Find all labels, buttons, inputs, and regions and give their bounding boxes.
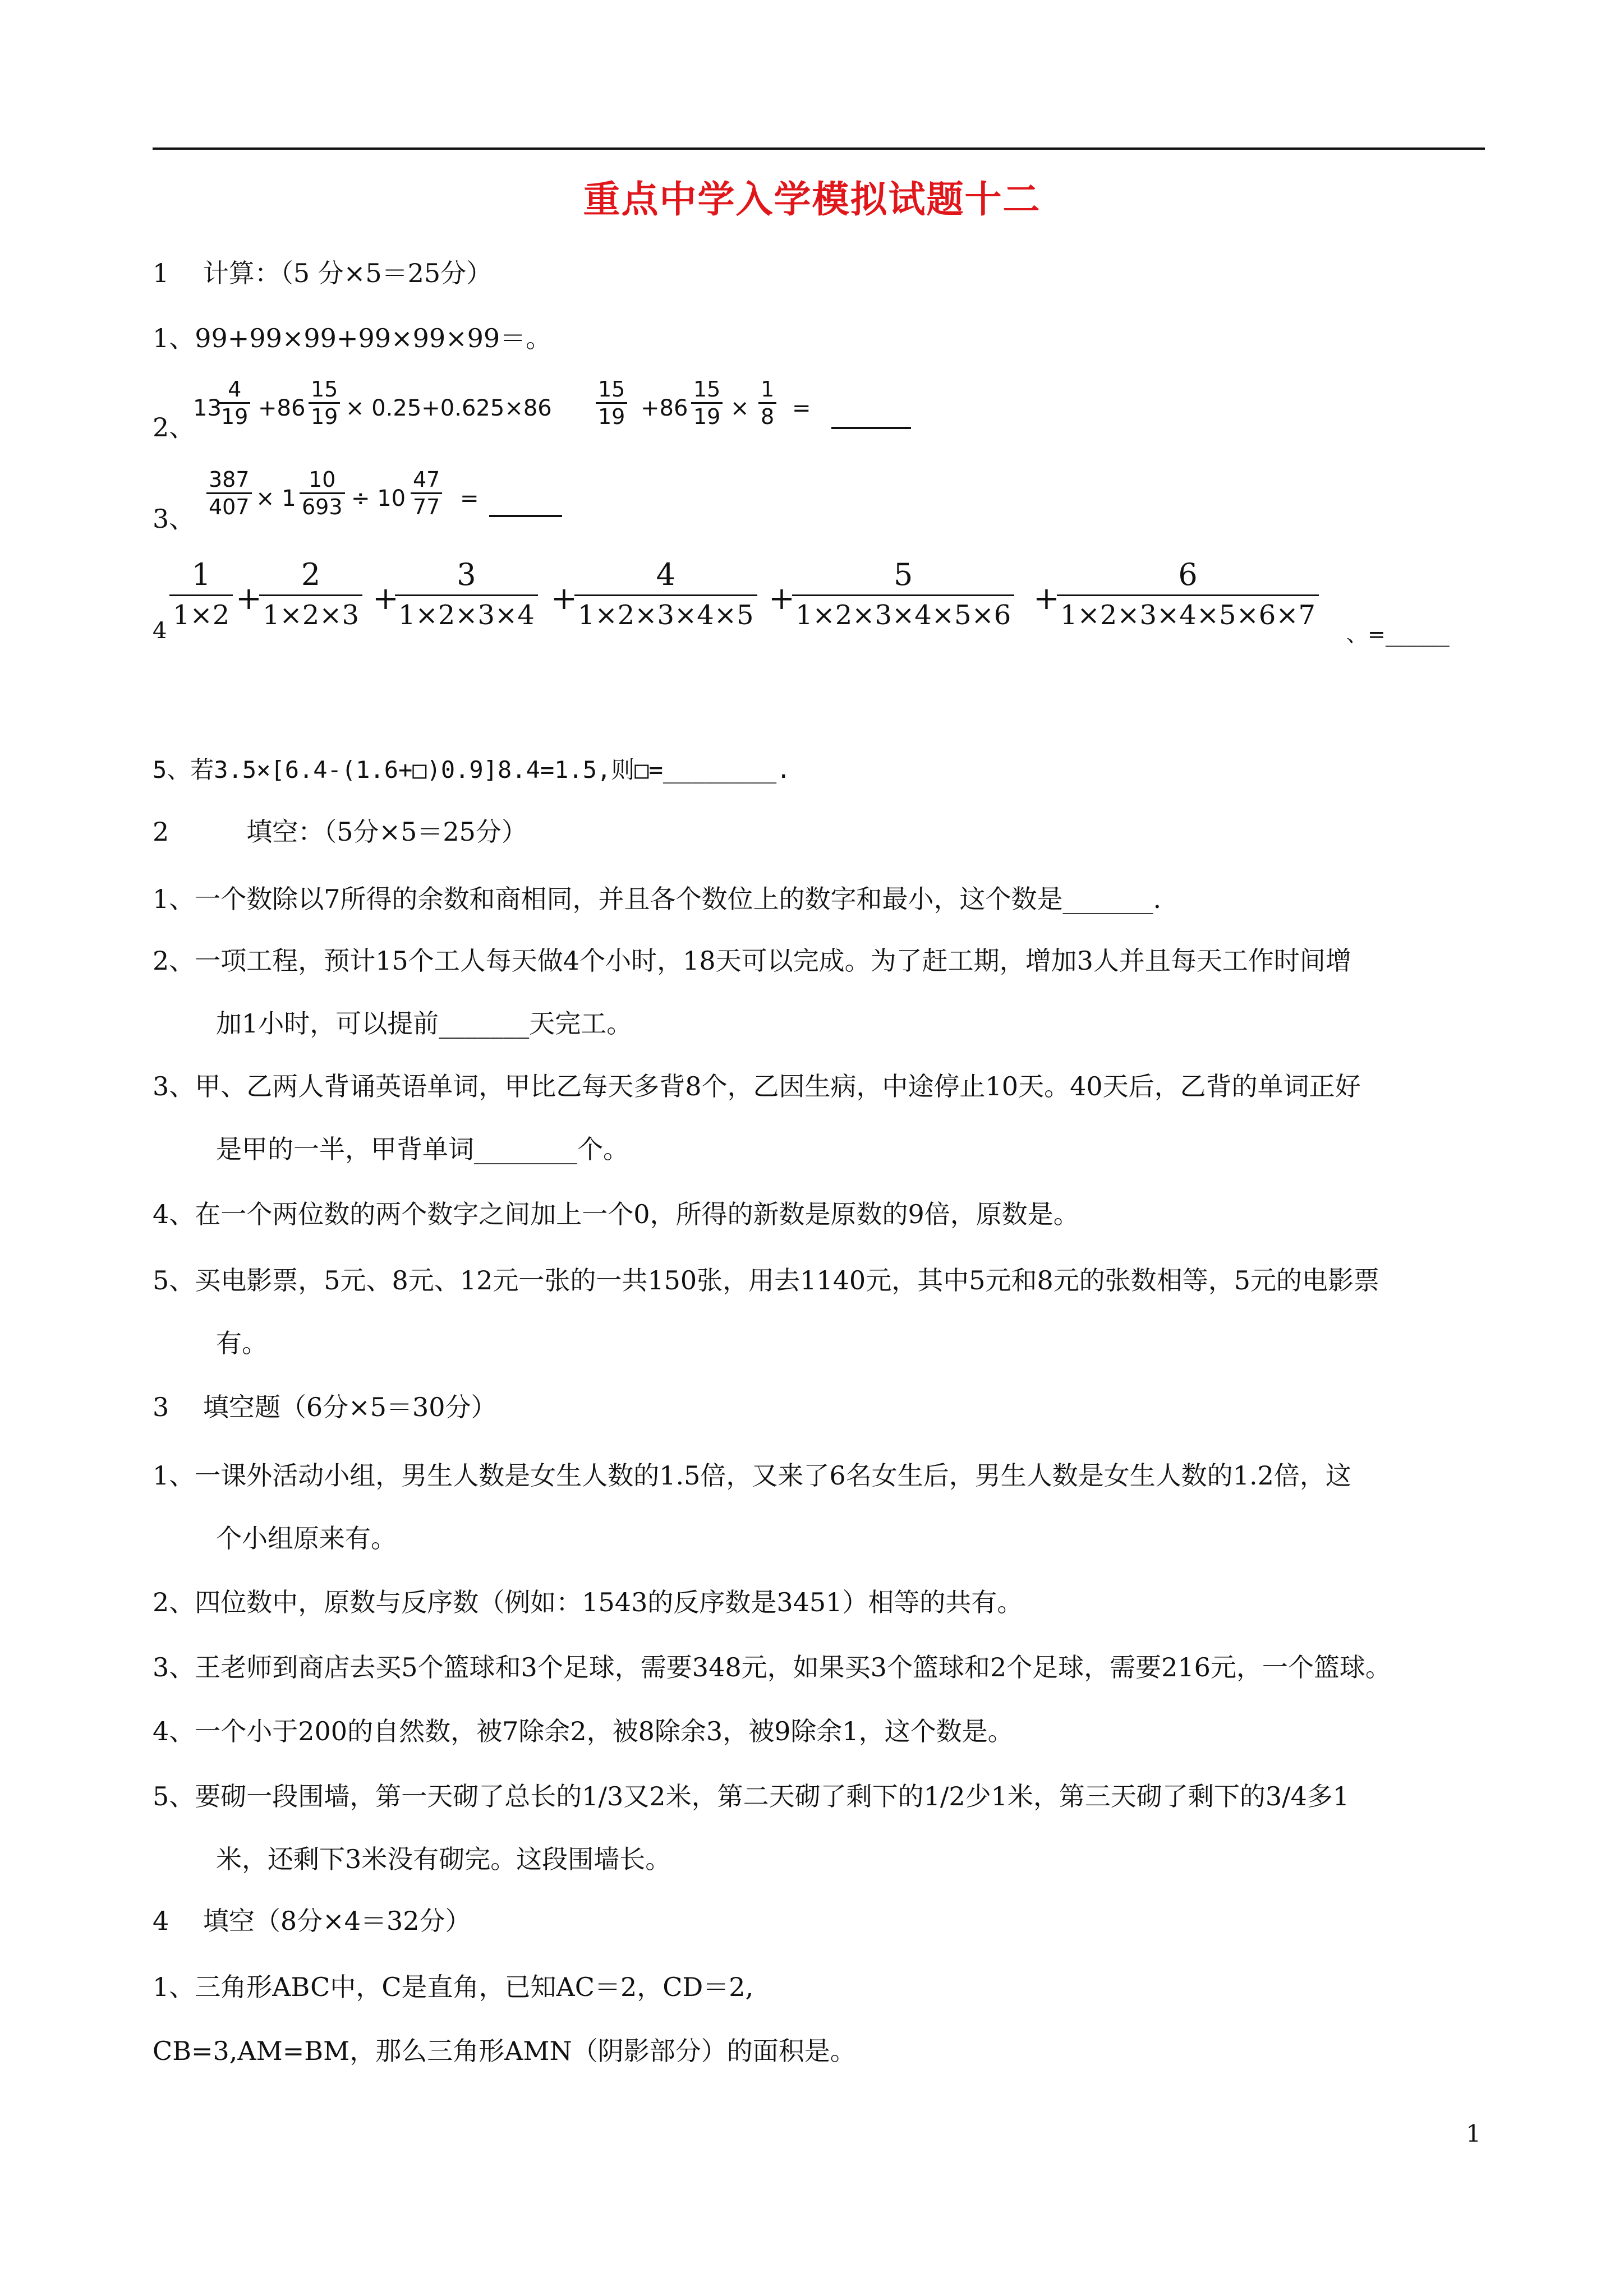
s2-question-5-cont: 有。: [216, 1328, 268, 1358]
q4-plus-1: +: [236, 580, 262, 617]
s1-question-2: [153, 367, 994, 463]
q2-equals: =: [792, 395, 811, 421]
q2-answer-blank: [831, 427, 911, 429]
s2-question-2-cont: 加1小时，可以提前_______天完工。: [216, 1008, 633, 1039]
s2-question-3-cont: 是甲的一半，甲背单词________个。: [216, 1134, 629, 1164]
s1-question-3: [153, 460, 770, 555]
q3-fraction-2: $\frac{10}{693}$: [300, 467, 345, 520]
q3-fraction-1: $\frac{387}{407}$: [206, 467, 252, 520]
s2-question-3: 3、甲、乙两人背诵英语单词，甲比乙每天多背8个，乙因生病，中途停止10天。40天后，乙背的单词正好: [153, 1071, 1361, 1101]
page-title: 重点中学入学模拟试题十二: [583, 177, 1041, 221]
s3-question-2: 2、四位数中，原数与反序数（例如：1543的反序数是3451）相等的共有。: [153, 1587, 1023, 1617]
s3-question-5-cont: 米，还剩下3米没有砌完。这段围墙长。: [216, 1844, 671, 1874]
s1-question-1: 1、99+99×99+99×99×99＝。: [153, 323, 552, 353]
s1-question-5: 5、若3.5×[6.4-(1.6+□)0.9]8.4=1.5,则□=________.: [153, 756, 791, 783]
q2-times: ×: [730, 395, 749, 421]
s3-question-5: 5、要砌一段围墙，第一天砌了总长的1/3又2米，第二天砌了剩下的1/2少1米，第三天砌了剩下的3/4多1: [153, 1781, 1350, 1811]
q4-plus-2: +: [372, 580, 399, 617]
q2-fraction-5: $\frac{1}{8}$: [758, 376, 776, 430]
q4-plus-5: +: [1033, 580, 1060, 617]
s2-question-1: 1、一个数除以7所得的余数和商相同，并且各个数位上的数字和最小，这个数是_______.: [153, 884, 1162, 914]
q3-times-1: × 1: [256, 486, 296, 511]
section1-heading: 1 计算：（5 分×5＝25分）: [153, 258, 493, 288]
q4-fraction-4: 4 1×2×3×4×5: [574, 555, 757, 634]
s3-question-4: 4、一个小于200的自然数，被7除余2，被8除余3，被9除余1，这个数是。: [153, 1716, 1014, 1746]
q4-fraction-3: 3 1×2×3×4: [395, 555, 538, 634]
s3-question-1-cont: 个小组原来有。: [216, 1523, 397, 1553]
q2-plus-86-b: +86: [641, 395, 688, 421]
s2-question-5: 5、买电影票，5元、8元、12元一张的一共150张，用去1140元，其中5元和8元的张数相等，5元的电影票: [153, 1265, 1379, 1295]
q3-fraction-3: $\frac{47}{77}$: [411, 467, 442, 520]
header-rule: [153, 147, 1485, 150]
q2-fraction-2: $\frac{15}{19}$: [309, 376, 340, 430]
q2-plus-86: +86: [258, 395, 306, 421]
q4-label: 4: [153, 618, 167, 644]
q4-plus-3: +: [551, 580, 577, 617]
q2-mixed1-whole: 13: [193, 395, 222, 421]
q4-fraction-6: 6 1×2×3×4×5×6×7: [1057, 555, 1319, 634]
page-number: 1: [1466, 2120, 1481, 2147]
q4-fraction-5: 5 1×2×3×4×5×6: [792, 555, 1014, 634]
q4-answer-tail: 、=______: [1346, 622, 1450, 647]
q2-fraction-4: $\frac{15}{19}$: [691, 376, 723, 430]
section3-heading: 3 填空题（6分×5＝30分）: [153, 1392, 497, 1422]
q3-equals: =: [460, 486, 479, 511]
section4-heading: 4 填空（8分×4＝32分）: [153, 1906, 471, 1936]
q2-fraction-3: $\frac{15}{19}$: [596, 376, 627, 430]
q3-answer-blank: [489, 515, 562, 517]
q4-fraction-1: 1 1×2: [169, 555, 233, 634]
s4-question-1: 1、三角形ABC中，C是直角，已知AC＝2，CD＝2,: [153, 1972, 754, 2002]
q2-label: 2、: [153, 412, 195, 442]
q3-label: 3、: [153, 504, 195, 534]
s2-question-4: 4、在一个两位数的两个数字之间加上一个0，所得的新数是原数的9倍，原数是。: [153, 1199, 1079, 1229]
q4-fraction-2: 2 1×2×3: [259, 555, 362, 634]
section2-heading: 2 填空：（5分×5＝25分）: [153, 817, 527, 847]
q4-plus-4: +: [769, 580, 795, 617]
s3-question-3: 3、王老师到商店去买5个篮球和3个足球，需要348元，如果买3个篮球和2个足球，需要216元，一个篮球。: [153, 1652, 1391, 1682]
q2-fraction-1: $\frac{4}{19}$: [219, 376, 250, 430]
s3-question-1: 1、一课外活动小组，男生人数是女生人数的1.5倍，又来了6名女生后，男生人数是女生人数的1.2倍，这: [153, 1460, 1351, 1491]
s1-question-4: [153, 555, 1488, 656]
q3-div-10: ÷ 10: [351, 486, 406, 511]
s2-question-2: 2、一项工程，预计15个工人每天做4个小时，18天可以完成。为了赶工期，增加3人并且每天工作时间增: [153, 946, 1351, 976]
q2-middle: × 0.25+0.625×86: [346, 395, 552, 421]
s4-question-1-cont: CB=3,AM=BM，那么三角形AMN（阴影部分）的面积是。: [153, 2036, 856, 2066]
